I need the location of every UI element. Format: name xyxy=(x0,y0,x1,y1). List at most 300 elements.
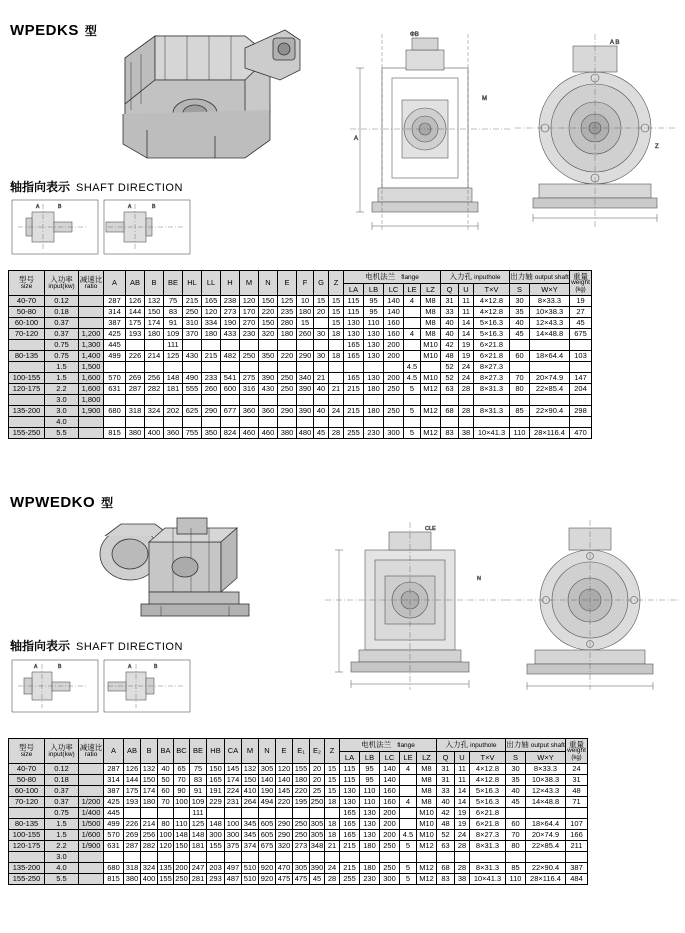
cell-LA xyxy=(344,417,364,428)
svg-text:A: A xyxy=(36,204,40,210)
cell-E: 475 xyxy=(276,874,293,885)
cell-LB: 110 xyxy=(360,786,380,797)
cell-CA: 224 xyxy=(225,786,242,797)
cell-TV xyxy=(474,395,510,406)
th-BE: BE xyxy=(164,271,183,296)
cell-E2: 305 xyxy=(310,830,324,840)
cell-BE: 109 xyxy=(164,329,183,340)
table-row xyxy=(9,775,588,786)
cell-M: 316 xyxy=(240,384,259,395)
cell-M: 120 xyxy=(240,296,259,307)
cell-BE: 181 xyxy=(190,841,207,852)
cell-LZ: M8 xyxy=(421,329,441,340)
table-row xyxy=(9,406,592,417)
cell-size: 70-120 xyxy=(9,797,45,808)
cell-E: 320 xyxy=(276,841,293,852)
cell-H: 541 xyxy=(221,373,240,384)
cell-A: 387 xyxy=(104,318,126,329)
table-row xyxy=(9,417,592,428)
cell-BE: 202 xyxy=(164,406,183,417)
cell-E: 125 xyxy=(278,296,297,307)
cell-LB: 95 xyxy=(360,764,380,775)
cell-N: 360 xyxy=(259,406,278,417)
cell-M: 275 xyxy=(240,373,259,384)
cell-AB: 126 xyxy=(126,296,145,307)
th-Z-b: Z xyxy=(325,739,340,764)
cell-Q: 52 xyxy=(441,373,459,384)
cell-G xyxy=(314,318,329,329)
cell-BC: 148 xyxy=(175,830,188,840)
cell-S: 40 xyxy=(506,786,526,797)
svg-text:A: A xyxy=(128,664,132,670)
cell-N: 920 xyxy=(259,863,276,874)
svg-text:Z: Z xyxy=(655,144,659,150)
shaft-direction-diagrams-bottom xyxy=(8,656,198,716)
cell-Q: 48 xyxy=(437,819,455,830)
cell-F: 290 xyxy=(297,351,314,362)
cell-LA: 130 xyxy=(344,318,364,329)
cell-U: 19 xyxy=(459,351,474,362)
cell-W xyxy=(566,852,588,863)
cell-Z: 15 xyxy=(325,764,340,775)
cell-power: 0.75 xyxy=(45,340,79,351)
cell-F xyxy=(297,417,314,428)
th-E2-b: E₂ xyxy=(310,739,325,764)
cell-size: 50-80 xyxy=(9,307,45,318)
cell-TV: 8×31.3 xyxy=(474,384,510,395)
cell-BE: 83 xyxy=(190,775,207,786)
cell-size: 80-135 xyxy=(9,819,45,830)
cell-U: 14 xyxy=(455,786,470,797)
cell-AB xyxy=(126,362,145,373)
title-text-bottom: WPWEDKO xyxy=(10,494,96,511)
cell-WY: 22×90.4 xyxy=(530,406,570,417)
cell-TV xyxy=(474,417,510,428)
cell-Q: 63 xyxy=(441,384,459,395)
cell-AB: 126 xyxy=(124,764,141,775)
cell-M: 360 xyxy=(240,406,259,417)
cell-E1: 155 xyxy=(293,764,310,775)
shaft-direction-diagrams-top xyxy=(8,196,198,258)
cell-A: 631 xyxy=(104,841,124,852)
cell-BE: 91 xyxy=(190,786,207,797)
cell-HL: 625 xyxy=(183,406,202,417)
cell-Q xyxy=(441,395,459,406)
cell-F: 390 xyxy=(297,406,314,417)
cell-LA: 255 xyxy=(344,428,364,439)
cell-E1: 220 xyxy=(293,786,310,797)
cell-ratio: 1,200 xyxy=(79,329,104,340)
cell-power: 0.12 xyxy=(45,296,79,307)
cell-TV: 6×21.8 xyxy=(470,808,506,819)
cell-N: 675 xyxy=(259,841,276,852)
cell-ratio: 1,600 xyxy=(79,384,104,395)
cell-S: 40 xyxy=(510,318,530,329)
cell-LC: 140 xyxy=(380,764,400,775)
cell-WY: 14×48.8 xyxy=(526,797,566,808)
cell-LC: 200 xyxy=(384,373,404,384)
cell-AB: 269 xyxy=(126,373,145,384)
cell-U: 14 xyxy=(459,329,474,340)
cell-A: 425 xyxy=(104,797,124,808)
table-row xyxy=(9,852,588,863)
cell-B xyxy=(145,417,164,428)
cell-E xyxy=(276,808,293,819)
cell-WY: 22×85.4 xyxy=(526,841,566,852)
cell-size: 100-155 xyxy=(9,373,45,384)
cell-HB: 229 xyxy=(207,797,225,808)
th-LA-b: LA xyxy=(340,752,360,764)
cell-B: 282 xyxy=(145,384,164,395)
cell-BE: 75 xyxy=(190,764,207,775)
th-HL: HL xyxy=(183,271,202,296)
th-Q-b: Q xyxy=(437,752,455,764)
cell-W: 107 xyxy=(566,819,588,830)
cell-E2: 20 xyxy=(310,775,325,786)
cell-BE xyxy=(164,417,183,428)
cell-size xyxy=(9,395,45,406)
cell-U: 14 xyxy=(459,318,474,329)
cell-A: 570 xyxy=(104,830,124,841)
cell-BA: 40 xyxy=(158,764,174,775)
cell-Z: 15 xyxy=(329,318,344,329)
cell-S: 70 xyxy=(510,373,530,384)
cell-LE xyxy=(404,307,421,318)
cell-W: 204 xyxy=(570,384,592,395)
cell-CA xyxy=(225,808,242,819)
cell-BE: 75 xyxy=(164,296,183,307)
cell-LB: 130 xyxy=(364,340,384,351)
cell-A: 287 xyxy=(104,296,126,307)
cell-LB xyxy=(364,395,384,406)
cell-E: 290 xyxy=(276,819,293,830)
cell-LL: 215 xyxy=(202,351,221,362)
cell-N: 605 xyxy=(259,819,276,830)
cell-W xyxy=(570,362,592,373)
cell-H xyxy=(221,395,240,406)
cell-size: 40-70 xyxy=(9,764,45,775)
cell-WY xyxy=(530,417,570,428)
cell-LA: 115 xyxy=(344,307,364,318)
th-B: B xyxy=(145,271,164,296)
cell-E1: 305 xyxy=(293,863,310,874)
cell-BC: 250 xyxy=(175,874,188,884)
th-CA-b: CA xyxy=(225,739,242,764)
th-ratio: 减速比 ratio xyxy=(79,271,104,296)
cell-Q: 31 xyxy=(437,775,455,786)
th-LE-b: LE xyxy=(400,752,417,764)
shaft-direction-en-bottom: SHAFT DIRECTION xyxy=(76,641,183,653)
cell-AB: 287 xyxy=(124,841,141,852)
cell-HB: 150 xyxy=(207,764,225,775)
cell-power: 3.0 xyxy=(45,395,79,406)
cell-BE xyxy=(190,852,207,863)
cell-N: 150 xyxy=(259,318,278,329)
cell-N: 460 xyxy=(259,428,278,439)
cell-LZ: M8 xyxy=(421,307,441,318)
table-row xyxy=(9,786,588,797)
cell-N: 150 xyxy=(259,296,278,307)
cell-W: 24 xyxy=(566,764,588,775)
cell-AB: 318 xyxy=(124,863,141,874)
th-N-b: N xyxy=(259,739,276,764)
cell-BE: 148 xyxy=(164,373,183,384)
cell-B: 150 xyxy=(145,307,164,318)
cell-CA xyxy=(225,852,242,863)
cell-Z xyxy=(329,395,344,406)
cell-N xyxy=(259,362,278,373)
cell-LL xyxy=(202,417,221,428)
svg-text:A: A xyxy=(354,136,359,142)
cell-TV: 4×12.8 xyxy=(474,307,510,318)
cell-ratio: 1,800 xyxy=(79,395,104,406)
cell-TV: 5×16.3 xyxy=(474,329,510,340)
cell-BE: 125 xyxy=(164,351,183,362)
svg-text:B: B xyxy=(154,664,158,670)
cell-N: 605 xyxy=(259,830,276,841)
cell-Z: 24 xyxy=(325,863,340,874)
cell-LZ: M12 xyxy=(421,406,441,417)
cell-TV: 8×31.3 xyxy=(474,406,510,417)
cell-LZ: M12 xyxy=(417,841,437,852)
cell-ratio: 1/600 xyxy=(79,830,104,841)
cell-Q: 52 xyxy=(437,830,455,841)
cell-power: 0.75 xyxy=(45,351,79,362)
cell-U: 14 xyxy=(455,797,470,808)
cell-LB: 180 xyxy=(360,841,380,852)
cell-F: 480 xyxy=(297,428,314,439)
cell-B: 150 xyxy=(141,775,158,786)
cell-HL xyxy=(183,340,202,351)
cell-ratio xyxy=(79,863,104,874)
cell-WY: 18×64.4 xyxy=(526,819,566,830)
cell-TV: 5×16.3 xyxy=(474,318,510,329)
cell-LA: 130 xyxy=(340,797,360,808)
cell-BA: 155 xyxy=(159,874,172,884)
shaft-direction-en: SHAFT DIRECTION xyxy=(76,182,183,194)
table-row xyxy=(9,362,592,373)
th-WY: W×Y xyxy=(530,284,570,296)
svg-text:M: M xyxy=(482,96,487,102)
cell-LZ xyxy=(421,417,441,428)
cell-LE xyxy=(404,318,421,329)
cell-S xyxy=(510,362,530,373)
cell-LA: 165 xyxy=(340,830,360,841)
cell-A: 680 xyxy=(104,406,126,417)
th-hole-group: 入力孔 inputhole xyxy=(441,271,510,284)
cell-E1 xyxy=(293,852,310,863)
th-BA-b: BA xyxy=(158,739,174,764)
cell-LC: 250 xyxy=(380,863,400,874)
cell-M xyxy=(240,417,259,428)
spec-table-top-body xyxy=(9,296,592,439)
th-hole-group-b: 入力孔 inputhole xyxy=(437,739,506,752)
cell-HL: 755 xyxy=(183,428,202,439)
cell-Q: 33 xyxy=(437,786,455,797)
cell-power: 5.5 xyxy=(45,874,79,885)
cell-U xyxy=(459,417,474,428)
cell-AB xyxy=(126,340,145,351)
cell-A: 570 xyxy=(104,373,126,384)
cell-BC: 90 xyxy=(174,786,190,797)
th-flange-group: 电机法兰 flange xyxy=(344,271,441,284)
cell-B xyxy=(145,340,164,351)
cell-size: 120-175 xyxy=(9,841,45,852)
cell-BC: 65 xyxy=(174,764,190,775)
cell-Q: 42 xyxy=(437,808,455,819)
cell-B xyxy=(145,395,164,406)
cell-power: 0.37 xyxy=(45,797,79,808)
th-LB: LB xyxy=(364,284,384,296)
cell-HB: 300 xyxy=(207,830,225,841)
cell-G xyxy=(314,395,329,406)
cell-BA: 60 xyxy=(158,786,174,797)
cell-N xyxy=(259,340,278,351)
cell-ratio: 1/400 xyxy=(79,808,104,819)
cell-LC: 160 xyxy=(384,329,404,340)
cell-HL: 430 xyxy=(183,351,202,362)
cell-H xyxy=(221,340,240,351)
cell-H: 677 xyxy=(221,406,240,417)
cell-AB: 175 xyxy=(126,318,145,329)
cell-A: 680 xyxy=(104,863,124,874)
title-suffix: 型 xyxy=(84,24,98,38)
cell-M: 345 xyxy=(242,830,259,841)
cell-LZ xyxy=(421,395,441,406)
cell-WY: 28×116.4 xyxy=(526,874,566,885)
cell-A: 815 xyxy=(104,428,126,439)
cell-CA: 497 xyxy=(225,863,242,874)
cell-HL: 555 xyxy=(183,384,202,395)
th-LA: LA xyxy=(344,284,364,296)
technical-drawing-front-top xyxy=(350,30,510,245)
table-row xyxy=(9,764,588,775)
cell-WY: 20×74.9 xyxy=(530,373,570,384)
cell-HL xyxy=(183,362,202,373)
cell-H: 600 xyxy=(221,384,240,395)
cell-LZ: M10 xyxy=(417,830,437,841)
cell-ratio: 1/500 xyxy=(79,819,104,830)
svg-text:B: B xyxy=(58,204,62,210)
cell-LZ: M8 xyxy=(421,296,441,307)
cell-Z: 24 xyxy=(329,406,344,417)
cell-BC: 100 xyxy=(175,797,188,807)
cell-G xyxy=(314,417,329,428)
cell-G: 40 xyxy=(314,406,329,417)
cell-LB: 130 xyxy=(360,808,380,819)
cell-TV: 8×31.3 xyxy=(470,841,506,852)
cell-BA: 50 xyxy=(158,775,174,786)
cell-Q: 68 xyxy=(437,863,455,874)
cell-E xyxy=(278,362,297,373)
cell-G: 20 xyxy=(314,307,329,318)
cell-N xyxy=(259,417,278,428)
cell-B xyxy=(145,362,164,373)
cell-BE xyxy=(164,395,183,406)
cell-A: 314 xyxy=(104,307,126,318)
cell-U xyxy=(455,852,470,863)
th-weight-b: 重量 weight (kg) xyxy=(566,739,588,764)
cell-LE xyxy=(400,808,417,819)
cell-M xyxy=(242,852,259,863)
cell-AB xyxy=(124,808,141,819)
cell-E2: 25 xyxy=(310,786,325,797)
cell-size: 80-135 xyxy=(9,351,45,362)
cell-ratio: 1,500 xyxy=(79,362,104,373)
cell-Q: 40 xyxy=(441,318,459,329)
cell-WY: 10×38.3 xyxy=(530,307,570,318)
th-LC: LC xyxy=(384,284,404,296)
cell-M: 374 xyxy=(242,841,259,852)
cell-TV: 5×16.3 xyxy=(470,786,506,797)
cell-H: 482 xyxy=(221,351,240,362)
cell-power: 3.0 xyxy=(45,852,79,863)
cell-Q: 83 xyxy=(441,428,459,439)
cell-BE: 247 xyxy=(190,863,207,874)
cell-B xyxy=(141,808,158,819)
cell-BA xyxy=(158,852,174,863)
svg-text:A B: A B xyxy=(610,40,620,46)
cell-LA: 215 xyxy=(340,841,360,852)
cell-Z xyxy=(325,808,340,819)
svg-text:CLE: CLE xyxy=(425,526,436,532)
cell-LA: 165 xyxy=(340,808,360,819)
cell-B: 282 xyxy=(141,841,158,852)
svg-text:A: A xyxy=(128,204,132,210)
cell-TV: 4×12.8 xyxy=(470,764,506,775)
th-A-b: A xyxy=(104,739,124,764)
cell-M xyxy=(240,340,259,351)
cell-LB: 180 xyxy=(360,863,380,874)
cell-E1: 250 xyxy=(293,830,310,841)
th-HB-b: HB xyxy=(207,739,225,764)
cell-BC xyxy=(174,852,190,863)
cell-BC: 110 xyxy=(174,819,190,830)
cell-S: 70 xyxy=(506,830,526,841)
cell-W: 387 xyxy=(566,863,588,874)
cell-HB: 293 xyxy=(207,874,225,885)
cell-size: 50-80 xyxy=(9,775,45,786)
cell-WY xyxy=(526,852,566,863)
cell-LB: 180 xyxy=(364,406,384,417)
table-row xyxy=(9,329,592,340)
cell-ratio: 1/200 xyxy=(79,797,104,808)
cell-S xyxy=(510,417,530,428)
cell-E2: 348 xyxy=(310,841,324,851)
cell-LC xyxy=(384,362,404,373)
th-G: G xyxy=(314,271,329,296)
cell-LB xyxy=(360,852,380,863)
table-row xyxy=(9,318,592,329)
table-row xyxy=(9,307,592,318)
th-B-b: B xyxy=(141,739,158,764)
cell-BE xyxy=(164,362,183,373)
cell-LB: 230 xyxy=(364,428,384,439)
technical-drawing-front-bottom xyxy=(325,520,505,695)
cell-AB xyxy=(124,852,141,863)
th-power: 入功率 input(kw) xyxy=(45,271,79,296)
cell-ratio xyxy=(79,296,104,307)
cell-B: 214 xyxy=(141,819,158,830)
cell-Q xyxy=(437,852,455,863)
cell-AB: 144 xyxy=(124,775,141,786)
cell-S: 30 xyxy=(510,296,530,307)
cell-E: 250 xyxy=(278,373,297,384)
cell-BA xyxy=(158,808,174,819)
cell-power: 1.5 xyxy=(45,373,79,384)
cell-ratio xyxy=(79,874,104,885)
cell-AB: 193 xyxy=(126,329,145,340)
